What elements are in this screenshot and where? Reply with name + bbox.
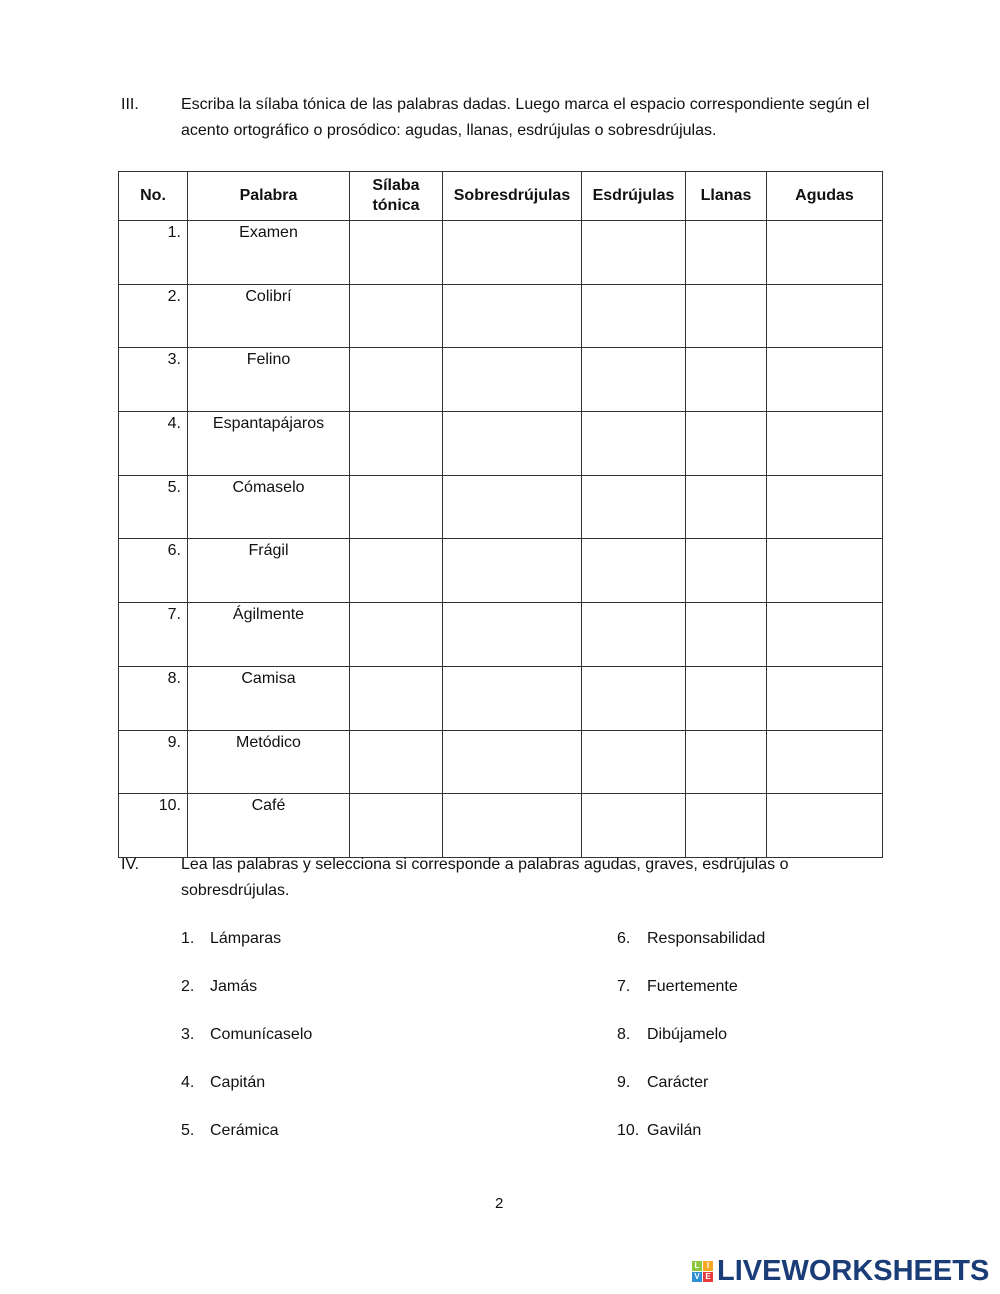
answer-cell[interactable] <box>350 284 443 348</box>
table-row <box>119 730 883 794</box>
word-cell: Cómaselo <box>188 475 350 539</box>
answer-cell[interactable] <box>582 284 686 348</box>
column-header: Llanas <box>686 172 767 221</box>
row-number: 7. <box>119 603 188 667</box>
answer-cell[interactable] <box>767 730 883 794</box>
answer-cell[interactable] <box>350 730 443 794</box>
answer-cell[interactable] <box>350 539 443 603</box>
row-number: 6. <box>119 539 188 603</box>
list-number: 3. <box>181 1026 195 1043</box>
liveworksheets-logo <box>692 1255 989 1288</box>
answer-cell[interactable] <box>350 475 443 539</box>
answer-cell[interactable] <box>443 603 582 667</box>
list-word: Responsabilidad <box>647 930 766 947</box>
answer-cell[interactable] <box>686 730 767 794</box>
answer-cell[interactable] <box>582 539 686 603</box>
list-number: 4. <box>181 1074 195 1091</box>
list-number: 5. <box>181 1122 195 1139</box>
answer-cell[interactable] <box>686 221 767 285</box>
answer-cell[interactable] <box>686 794 767 858</box>
word-cell: Espantapájaros <box>188 412 350 476</box>
row-number: 3. <box>119 348 188 412</box>
answer-cell[interactable] <box>350 603 443 667</box>
answer-cell[interactable] <box>767 539 883 603</box>
answer-cell[interactable] <box>350 412 443 476</box>
word-cell: Metódico <box>188 730 350 794</box>
list-word: Gavilán <box>647 1122 702 1139</box>
row-number: 4. <box>119 412 188 476</box>
list-word: Cerámica <box>210 1122 279 1139</box>
row-number: 5. <box>119 475 188 539</box>
answer-cell[interactable] <box>686 475 767 539</box>
answer-cell[interactable] <box>443 539 582 603</box>
table-row <box>119 794 883 858</box>
answer-cell[interactable] <box>443 348 582 412</box>
list-word: Comunícaselo <box>210 1026 313 1043</box>
answer-cell[interactable] <box>686 666 767 730</box>
answer-cell[interactable] <box>686 539 767 603</box>
word-cell: Felino <box>188 348 350 412</box>
answer-cell[interactable] <box>767 666 883 730</box>
column-header: Esdrújulas <box>582 172 686 221</box>
table-row <box>119 603 883 667</box>
answer-cell[interactable] <box>582 348 686 412</box>
answer-cell[interactable] <box>582 412 686 476</box>
section-4-numeral: IV. <box>121 856 140 873</box>
answer-cell[interactable] <box>582 794 686 858</box>
answer-cell[interactable] <box>350 221 443 285</box>
word-cell: Examen <box>188 221 350 285</box>
list-number: 10. <box>617 1122 640 1139</box>
column-header: Agudas <box>767 172 883 221</box>
answer-cell[interactable] <box>767 475 883 539</box>
table-row <box>119 539 883 603</box>
answer-cell[interactable] <box>582 475 686 539</box>
column-header: No. <box>119 172 188 221</box>
list-word: Fuertemente <box>647 978 738 995</box>
column-header: Palabra <box>188 172 350 221</box>
word-cell: Camisa <box>188 666 350 730</box>
word-cell: Frágil <box>188 539 350 603</box>
answer-cell[interactable] <box>443 730 582 794</box>
answer-cell[interactable] <box>767 603 883 667</box>
table-row <box>119 475 883 539</box>
list-word: Capitán <box>210 1074 266 1091</box>
list-number: 9. <box>617 1074 631 1091</box>
section-3-numeral: III. <box>121 96 139 113</box>
row-number: 8. <box>119 666 188 730</box>
answer-cell[interactable] <box>443 284 582 348</box>
table-row <box>119 666 883 730</box>
answer-cell[interactable] <box>582 221 686 285</box>
answer-cell[interactable] <box>767 348 883 412</box>
table-row <box>119 348 883 412</box>
answer-cell[interactable] <box>582 603 686 667</box>
answer-cell[interactable] <box>443 475 582 539</box>
row-number: 10. <box>119 794 188 858</box>
answer-cell[interactable] <box>443 666 582 730</box>
row-number: 1. <box>119 221 188 285</box>
list-word: Jamás <box>210 978 258 995</box>
list-number: 8. <box>617 1026 631 1043</box>
row-number: 9. <box>119 730 188 794</box>
answer-cell[interactable] <box>443 794 582 858</box>
answer-cell[interactable] <box>350 666 443 730</box>
list-word: Lámparas <box>210 930 282 947</box>
list-number: 1. <box>181 930 195 947</box>
answer-cell[interactable] <box>350 348 443 412</box>
answer-cell[interactable] <box>767 221 883 285</box>
column-header: Sobresdrújulas <box>443 172 582 221</box>
word-cell: Café <box>188 794 350 858</box>
answer-cell[interactable] <box>686 348 767 412</box>
list-word: Dibújamelo <box>647 1026 728 1043</box>
answer-cell[interactable] <box>582 666 686 730</box>
table-row <box>119 284 883 348</box>
list-number: 6. <box>617 930 631 947</box>
page-number: 2 <box>495 1195 504 1212</box>
section-4-instruction: Lea las palabras y selecciona si corresponde a palabras agudas, graves, esdrújulas o sobresdrújulas. <box>181 856 789 899</box>
list-number: 2. <box>181 978 195 995</box>
answer-cell[interactable] <box>767 284 883 348</box>
answer-cell[interactable] <box>443 221 582 285</box>
list-word: Carácter <box>647 1074 709 1091</box>
answer-cell[interactable] <box>686 603 767 667</box>
column-header: Sílaba tónica <box>350 172 443 221</box>
word-cell: Colibrí <box>188 284 350 348</box>
table-row <box>119 221 883 285</box>
answer-cell[interactable] <box>767 412 883 476</box>
live-blocks-icon: L I V E <box>692 1261 713 1282</box>
answer-cell[interactable] <box>443 412 582 476</box>
table-row <box>119 412 883 476</box>
word-cell: Ágilmente <box>188 603 350 667</box>
section-3-instruction: Escriba la sílaba tónica de las palabras dadas. Luego marca el espacio correspondiente según el acento ortográfico o prosódico: agudas, llanas, esdrújulas o sobresdrújulas. <box>181 96 870 139</box>
answer-cell[interactable] <box>767 794 883 858</box>
accent-table <box>118 171 883 858</box>
answer-cell[interactable] <box>686 412 767 476</box>
logo-text: LIVEWORKSHEETS <box>717 1255 990 1287</box>
answer-cell[interactable] <box>350 794 443 858</box>
answer-cell[interactable] <box>582 730 686 794</box>
answer-cell[interactable] <box>686 284 767 348</box>
row-number: 2. <box>119 284 188 348</box>
list-number: 7. <box>617 978 631 995</box>
